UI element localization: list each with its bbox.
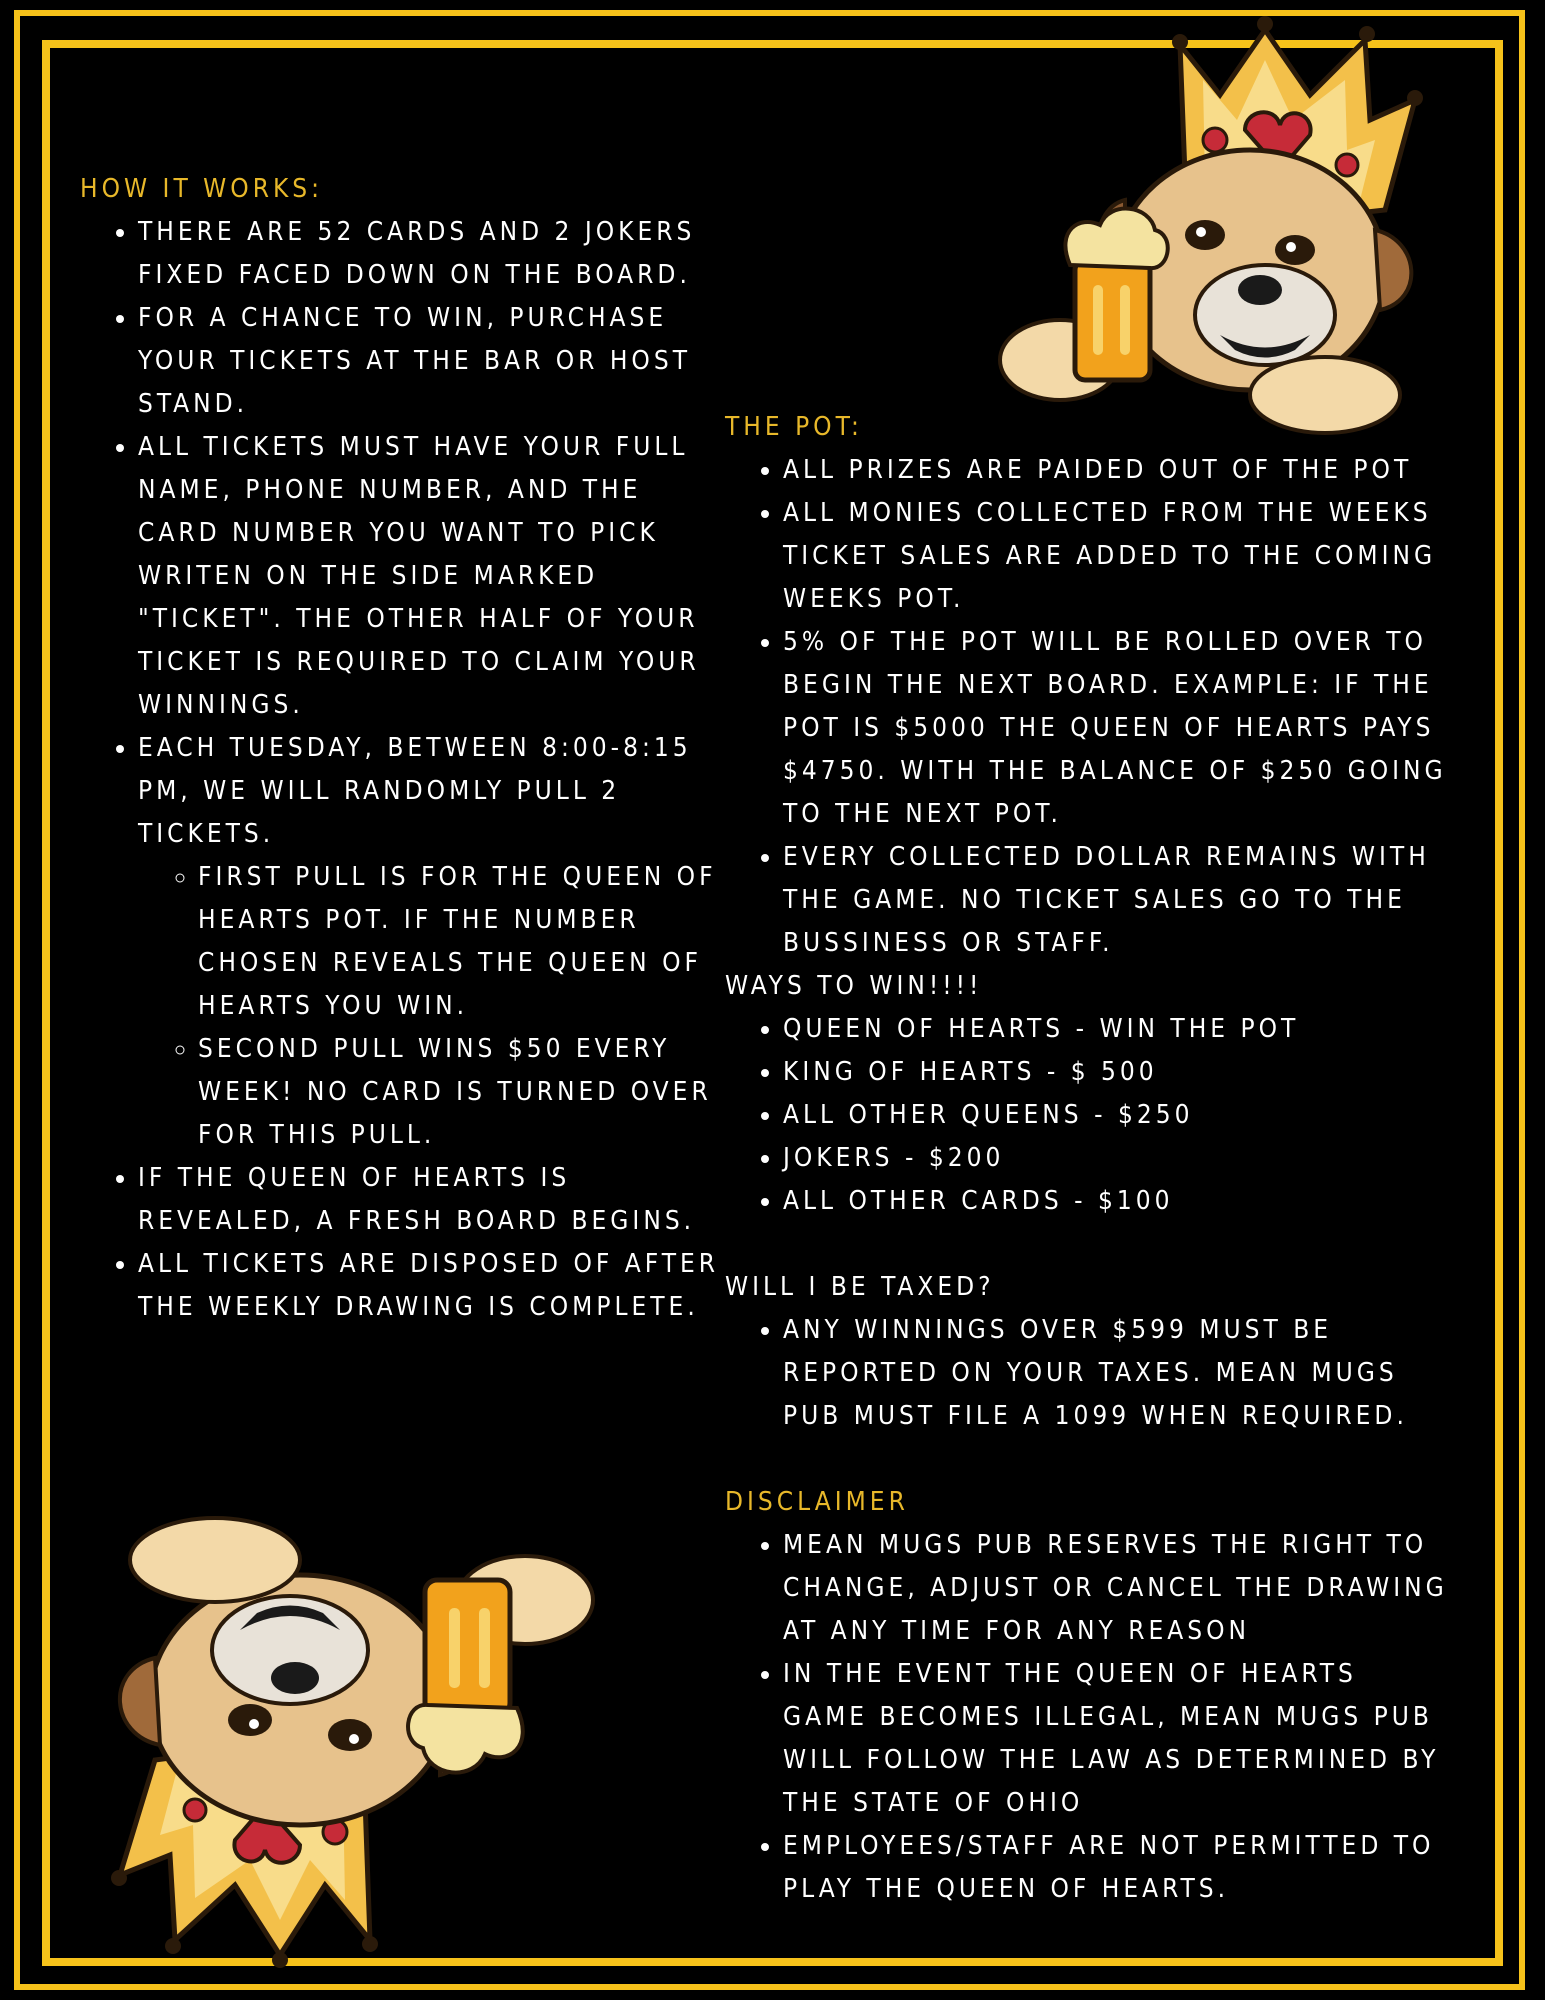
- sub-list-item: ◦ FIRST PULL IS FOR THE QUEEN OF HEARTS POT. IF THE NUMBER CHOSEN REVEALS THE QUEEN OF HEARTS YOU WIN.: [198, 856, 720, 1028]
- disclaimer-list: [725, 1524, 1450, 1911]
- right-column: [725, 406, 1450, 1911]
- crowned-dog-with-beer-icon: [975, 0, 1455, 440]
- list-item: • ALL TICKETS MUST HAVE YOUR FULL NAME, PHONE NUMBER, AND THE CARD NUMBER YOU WANT TO PICK WRITEN ON THE SIDE MARKED "TICKET". THE OTHER HALF OF YOUR TICKET IS REQUIRED TO CLAIM YOUR WINNINGS.: [138, 426, 720, 727]
- how-it-works-list: [80, 211, 720, 1329]
- spacer: [725, 1223, 1450, 1266]
- list-item: • IN THE EVENT THE QUEEN OF HEARTS GAME BECOMES ILLEGAL, MEAN MUGS PUB WILL FOLLOW THE LAW AS DETERMINED BY THE STATE OF OHIO: [783, 1653, 1450, 1825]
- taxes-list: [725, 1309, 1450, 1438]
- how-it-works-heading: HOW IT WORKS:: [80, 174, 324, 204]
- list-item: • MEAN MUGS PUB RESERVES THE RIGHT TO CHANGE, ADJUST OR CANCEL THE DRAWING AT ANY TIME FOR ANY REASON: [783, 1524, 1450, 1653]
- list-item: • JOKERS - $200: [783, 1137, 1450, 1180]
- list-item: • THERE ARE 52 CARDS AND 2 JOKERS FIXED FACED DOWN ON THE BOARD.: [138, 211, 720, 297]
- ways-to-win-list: [725, 1008, 1450, 1223]
- list-item: • IF THE QUEEN OF HEARTS IS REVEALED, A FRESH BOARD BEGINS.: [138, 1157, 720, 1243]
- ways-to-win-heading: WAYS TO WIN!!!!: [725, 971, 983, 1001]
- list-item-text: EACH TUESDAY, BETWEEN 8:00-8:15 PM, WE WILL RANDOMLY PULL 2 TICKETS.: [138, 733, 692, 849]
- list-item: • QUEEN OF HEARTS - WIN THE POT: [783, 1008, 1450, 1051]
- how-it-works-section: [80, 168, 720, 1329]
- drawing-sub-list: [138, 856, 720, 1157]
- list-item: • 5% OF THE POT WILL BE ROLLED OVER TO BEGIN THE NEXT BOARD. EXAMPLE: IF THE POT IS $5000 THE QUEEN OF HEARTS PAYS $4750. WITH THE BALANCE OF $250 GOING TO THE NEXT POT.: [783, 621, 1450, 836]
- list-item: • ANY WINNINGS OVER $599 MUST BE REPORTED ON YOUR TAXES. MEAN MUGS PUB MUST FILE A 1099 WHEN REQUIRED.: [783, 1309, 1450, 1438]
- taxes-heading: WILL I BE TAXED?: [725, 1272, 995, 1302]
- spacer: [725, 1438, 1450, 1481]
- list-item: • KING OF HEARTS - $ 500: [783, 1051, 1450, 1094]
- list-item: • FOR A CHANCE TO WIN, PURCHASE YOUR TICKETS AT THE BAR OR HOST STAND.: [138, 297, 720, 426]
- list-item: • ALL PRIZES ARE PAIDED OUT OF THE POT: [783, 449, 1450, 492]
- list-item: [138, 727, 720, 1157]
- the-pot-list: [725, 449, 1450, 965]
- crowned-dog-with-beer-icon: [75, 1490, 635, 1970]
- list-item: • ALL OTHER CARDS - $100: [783, 1180, 1450, 1223]
- list-item: • EMPLOYEES/STAFF ARE NOT PERMITTED TO PLAY THE QUEEN OF HEARTS.: [783, 1825, 1450, 1911]
- sub-list-item: ◦ SECOND PULL WINS $50 EVERY WEEK! NO CARD IS TURNED OVER FOR THIS PULL.: [198, 1028, 720, 1157]
- list-item: • EVERY COLLECTED DOLLAR REMAINS WITH THE GAME. NO TICKET SALES GO TO THE BUSSINESS OR STAFF.: [783, 836, 1450, 965]
- disclaimer-heading: DISCLAIMER: [725, 1487, 909, 1517]
- the-pot-heading: THE POT:: [725, 412, 863, 442]
- list-item: • ALL OTHER QUEENS - $250: [783, 1094, 1450, 1137]
- list-item: • ALL MONIES COLLECTED FROM THE WEEKS TICKET SALES ARE ADDED TO THE COMING WEEKS POT.: [783, 492, 1450, 621]
- list-item: • ALL TICKETS ARE DISPOSED OF AFTER THE WEEKLY DRAWING IS COMPLETE.: [138, 1243, 720, 1329]
